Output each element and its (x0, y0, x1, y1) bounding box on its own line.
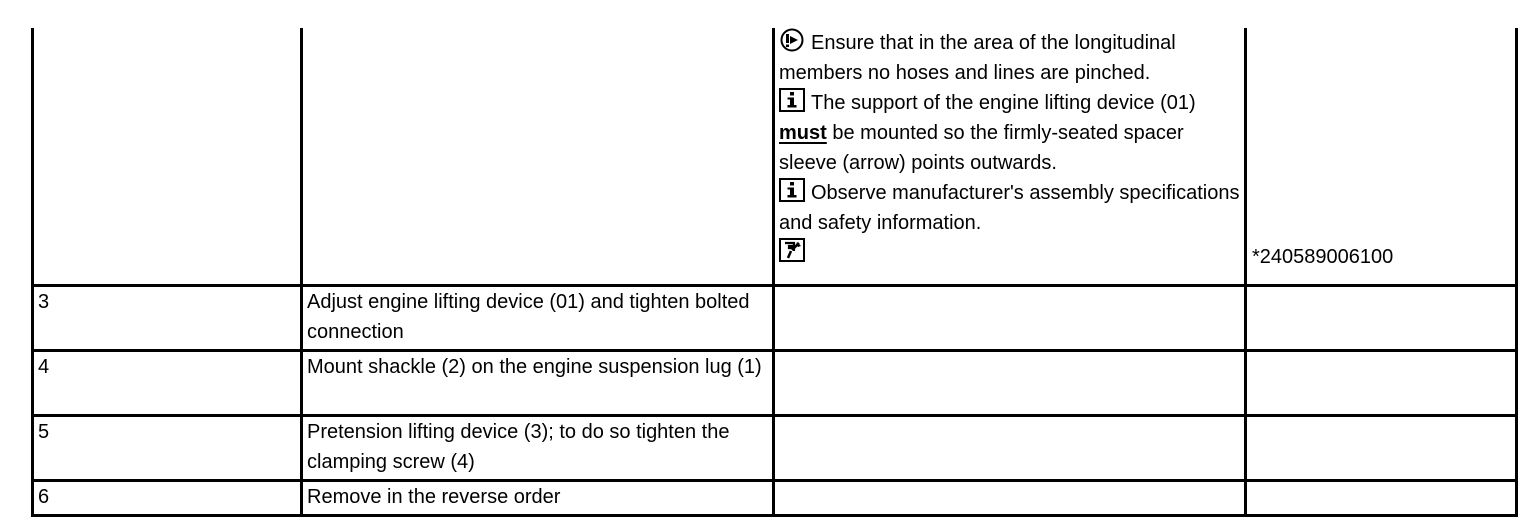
step-description: Adjust engine lifting device (01) and tighten bolted connection (302, 286, 774, 351)
step-number-cell (33, 28, 302, 286)
info-note (779, 178, 1244, 238)
part-number-cell (1246, 28, 1517, 286)
notes-cell (774, 351, 1246, 416)
info-note-text: The support of the engine lifting device (01) (811, 92, 1196, 114)
notes-cell (774, 286, 1246, 351)
table-row (33, 481, 1517, 516)
procedure-table (31, 28, 1518, 517)
part-number-cell (1246, 481, 1517, 516)
part-number: *240589006100 (1252, 246, 1394, 268)
step-number: 3 (33, 286, 302, 351)
table-row (33, 286, 1517, 351)
table-row (33, 416, 1517, 481)
table-row (33, 351, 1517, 416)
step-description: Remove in the reverse order (302, 481, 774, 516)
step-description: Pretension lifting device (3); to do so tighten the clamping screw (4) (302, 416, 774, 481)
special-tool-note (779, 238, 1244, 268)
caution-note (779, 28, 1244, 88)
part-number-cell (1246, 351, 1517, 416)
notes-cell (774, 28, 1246, 286)
caution-note-text: Ensure that in the area of the longitudinal members no hoses and lines are pinched. (779, 32, 1176, 84)
emphasis-word: must (779, 122, 827, 144)
caution-hand-icon (779, 28, 805, 52)
step-description-cell (302, 28, 774, 286)
step-number: 4 (33, 351, 302, 416)
info-note-text-continued: be mounted so the firmly-seated spacer sleeve (arrow) points outwards. (779, 122, 1184, 174)
step-number: 6 (33, 481, 302, 516)
special-tool-icon (779, 238, 805, 262)
info-note-text: Observe manufacturer's assembly specifications and safety information. (779, 182, 1240, 234)
step-description: Mount shackle (2) on the engine suspension lug (1) (302, 351, 774, 416)
info-note (779, 88, 1244, 178)
part-number-cell (1246, 286, 1517, 351)
info-icon (779, 178, 805, 202)
notes-cell (774, 481, 1246, 516)
part-number-cell (1246, 416, 1517, 481)
info-icon (779, 88, 805, 112)
table-row (33, 28, 1517, 286)
step-number: 5 (33, 416, 302, 481)
notes-cell (774, 416, 1246, 481)
